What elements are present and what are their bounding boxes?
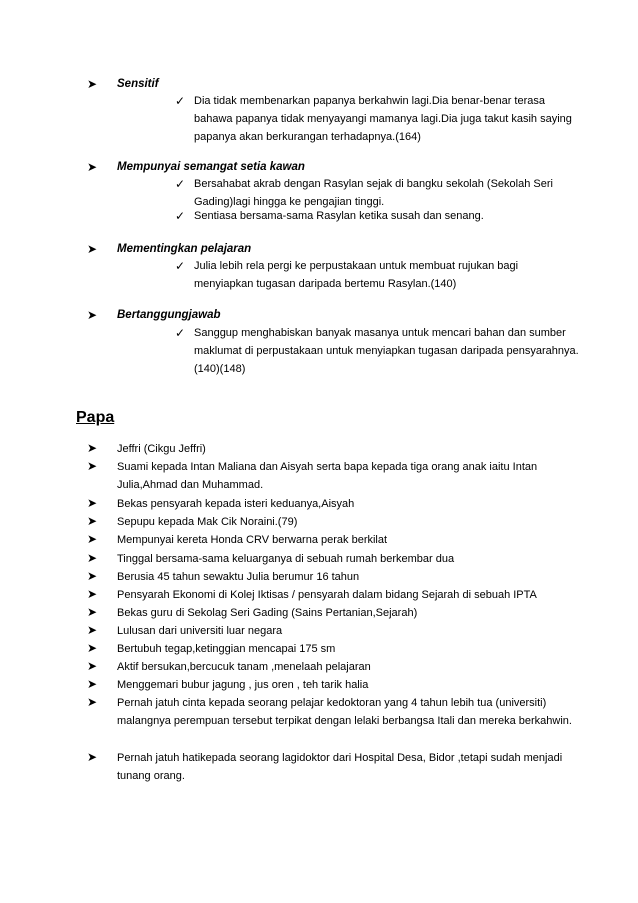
trait-point-text: Sentiasa bersama-sama Rasylan ketika susah dan senang. (194, 210, 484, 222)
list-item-text: Sepupu kepada Mak Cik Noraini.(79) (117, 516, 298, 528)
arrowhead-bullet-icon: ➤ (87, 750, 98, 764)
arrowhead-bullet-icon: ➤ (87, 242, 98, 256)
trait-point-text: Julia lebih rela pergi ke perpustakaan untuk membuat rujukan bagi menyiapkan tugasan daripada bertemu Rasylan.(140) (194, 260, 519, 290)
trait-point-text: Sanggup menghabiskan banyak masanya untuk mencari bahan dan sumber maklumat di perpustakaan untuk menyiapkan tugasan daripada pensyarahnya.(140)(148) (194, 327, 579, 375)
list-item-text: Bekas pensyarah kepada isteri keduanya,Aisyah (117, 498, 355, 510)
list-item-text: Bertubuh tegap,ketinggian mencapai 175 sm (117, 643, 336, 655)
checkmark-bullet-icon: ✓ (175, 259, 186, 273)
arrowhead-bullet-icon: ➤ (87, 677, 98, 691)
arrowhead-bullet-icon: ➤ (87, 441, 98, 455)
trait-title: Sensitif (117, 78, 159, 90)
list-item-text: Menggemari bubur jagung , jus oren , teh tarik halia (117, 679, 369, 691)
list-item-text: Suami kepada Intan Maliana dan Aisyah serta bapa kepada tiga orang anak iaitu Intan Julia,Ahmad dan Muhammad. (117, 461, 538, 491)
arrowhead-bullet-icon: ➤ (87, 605, 98, 619)
arrowhead-bullet-icon: ➤ (87, 623, 98, 637)
arrowhead-bullet-icon: ➤ (87, 695, 98, 709)
list-item-text: Aktif bersukan,bercucuk tanam ,menelaah pelajaran (117, 661, 371, 673)
list-item-text: Jeffri (Cikgu Jeffri) (117, 443, 206, 455)
list-item-text: Tinggal bersama-sama keluarganya di sebuah rumah berkembar dua (117, 553, 455, 565)
checkmark-bullet-icon: ✓ (175, 326, 186, 340)
checkmark-bullet-icon: ✓ (175, 177, 186, 191)
checkmark-bullet-icon: ✓ (175, 209, 186, 223)
trait-title: Bertanggungjawab (117, 309, 221, 321)
arrowhead-bullet-icon: ➤ (87, 160, 98, 174)
trait-title: Mempunyai semangat setia kawan (117, 161, 305, 173)
arrowhead-bullet-icon: ➤ (87, 587, 98, 601)
arrowhead-bullet-icon: ➤ (87, 308, 98, 322)
arrowhead-bullet-icon: ➤ (87, 641, 98, 655)
list-item-text: Pensyarah Ekonomi di Kolej Iktisas / pensyarah dalam bidang Sejarah di sebuah IPTA (117, 589, 537, 601)
arrowhead-bullet-icon: ➤ (87, 496, 98, 510)
section-heading-papa: Papa (76, 409, 115, 426)
list-item-text: Berusia 45 tahun sewaktu Julia berumur 16 tahun (117, 571, 360, 583)
list-item-text: Mempunyai kereta Honda CRV berwarna perak berkilat (117, 534, 388, 546)
list-item-text: Bekas guru di Sekolag Seri Gading (Sains Pertanian,Sejarah) (117, 607, 418, 619)
list-item-text: Pernah jatuh cinta kepada seorang pelajar kedoktoran yang 4 tahun lebih tua (universiti) malangnya perempuan tersebut terpikat dengan lelaki berbangsa Itali dan mereka berkahwin. (117, 697, 572, 727)
trait-title: Mementingkan pelajaran (117, 243, 252, 255)
arrowhead-bullet-icon: ➤ (87, 551, 98, 565)
arrowhead-bullet-icon: ➤ (87, 569, 98, 583)
arrowhead-bullet-icon: ➤ (87, 514, 98, 528)
arrowhead-bullet-icon: ➤ (87, 459, 98, 473)
arrowhead-bullet-icon: ➤ (87, 532, 98, 546)
trait-point-text: Dia tidak membenarkan papanya berkahwin lagi.Dia benar-benar terasa bahawa papanya tidak menyayangi mamanya lagi.Dia juga takut kasih saying papanya akan berkurangan terhadapnya.(164) (194, 95, 572, 143)
checkmark-bullet-icon: ✓ (175, 94, 186, 108)
trait-point-text: Bersahabat akrab dengan Rasylan sejak di bangku sekolah (Sekolah Seri Gading)lagi hingga ke pengajian tinggi. (194, 178, 553, 208)
arrowhead-bullet-icon: ➤ (87, 77, 98, 91)
arrowhead-bullet-icon: ➤ (87, 659, 98, 673)
list-item-text: Pernah jatuh hatikepada seorang lagidoktor dari Hospital Desa, Bidor ,tetapi sudah menjadi tunang orang. (117, 752, 563, 782)
list-item-text: Lulusan dari universiti luar negara (117, 625, 283, 637)
